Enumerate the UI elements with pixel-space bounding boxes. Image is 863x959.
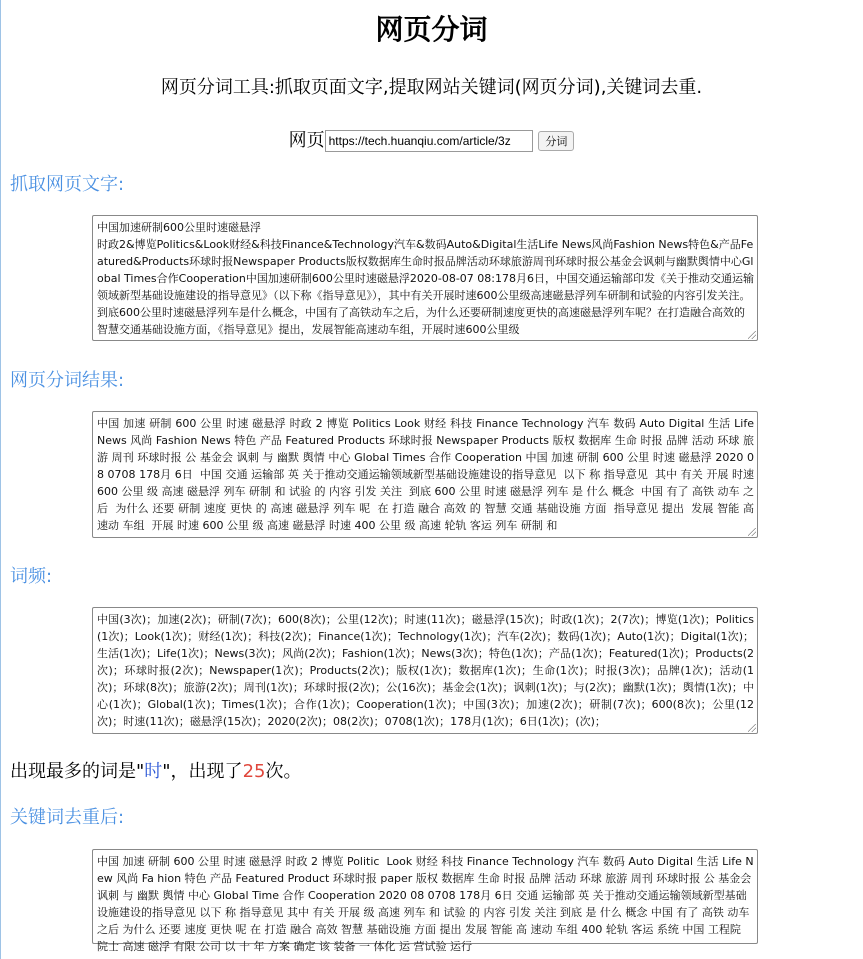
url-label: 网页 <box>288 130 325 151</box>
dedup-result-content: 中国 加速 研制 600 公里 时速 磁悬浮 时政 2 博览 Politic Look 财经 科技 Finance Technology 汽车 数码 Auto Digital 生活 Life New 风尚 Fa hion 特色 产品 Featured Product 环球时报 paper 版权 数据库 生命 时报 品牌 活动 环球 旅游 周刊 环球时报 公 基金会 讽刺 与 幽默 舆情 中心 Global Time 合作 Cooperation 2020 08 0708 178月 6日 交通 运输部 英 关于推动交通运输领域新型基础设施建设的指导意见 以下 称 指导意见 其中 有关 开展 级 高速 列车 和 试验 的 内容 引发 关注 到底 是 什么 概念 中国 有了 高铁 动车 之后 为什么 还要 速度 更快 呢 在 打造 融合 高效 智慧 基础设施 方面 提出 发展 智能 高 速动 车组 400 轮轨 客运 系统 中国 工程院 院士 高速 磁浮 有限 公司 以 十 年 方案 确定 该 装备 一 体化 运 营试验 运行 <box>97 855 755 953</box>
frequency-content: 中国(3次)；加速(2次)；研制(7次)；600(8次)；公里(12次)；时速(11次)；磁悬浮(15次)；时政(1次)；2(7次)；博览(1次)；Politics(1次)；Look(1次)；财经(1次)；科技(2次)；Finance(1次)；Technology(1次)；汽车(2次)；数码(1次)；Auto(1次)；Digital(1次)；生活(1次)；Life(1次)；News(3次)；风尚(2次)；Fashion(1次)；News(3次)；特色(1次)；产品(1次)；Featured(1次)；Products(2次)；环球时报(2次)；Newspaper(1次)；Products(2次)；版权(1次)；数据库(1次)；生命(1次)；时报(3次)；品牌(1次)；活动(1次)；环球(8次)；旅游(2次)；周刊(1次)；环球时报(2次)；公(16次)；基金会(1次)；讽刺(1次)；与(2次)；幽默(1次)；舆情(1次)；中心(1次)；Global(1次)；Times(1次)；合作(1次)；Cooperation(1次)；中国(3次)；加速(2次)；研制(7次)；600(8次)；公里(12次)；时速(11次)；磁悬浮(15次)；2020(2次)；08(2次)；0708(1次)；178月(1次)；6日(1次)；(次)； <box>97 613 754 728</box>
segment-button[interactable]: 分词 <box>538 131 574 151</box>
resize-grip-icon[interactable] <box>748 331 756 339</box>
most-frequent-word-summary <box>10 760 301 784</box>
page-text-heading: 抓取网页文字: <box>10 174 125 195</box>
resize-grip-icon[interactable] <box>748 724 756 732</box>
page-text-area[interactable] <box>92 215 758 341</box>
summary-prefix: 出现最多的词是" <box>10 761 145 782</box>
segmentation-result-content: 中国 加速 研制 600 公里 时速 磁悬浮 时政 2 博览 Politics Look 财经 科技 Finance Technology 汽车 数码 Auto Digital 生活 Life News 风尚 Fashion News 特色 产品 Featured Products 环球时报 Newspaper Products 版权 数据库 生命 时报 品牌 活动 环球 旅游 周刊 环球时报 公 基金会 讽刺 与 幽默 舆情 中心 Global Times 合作 Cooperation 中国 加速 研制 600 公里 时速 磁悬浮 2020 08 0708 178月 6日 中国 交通 运输部 英 关于推动交通运输领域新型基础设施建设的指导意见 以下 称 指导意见 其中 有关 开展 时速 600 公里 级 高速 磁悬浮 列车 研制 和 试验 的 内容 引发 关注 到底 600 公里 时速 磁悬浮 列车 是 什么 概念 中国 有了 高铁 动车 之后 为什么 还要 研制 速度 更快 的 高速 磁悬浮 列车 呢 在 打造 融合 高效 的 智慧 交通 基础设施 方面 指导意见 提出 发展 智能 高 速动 车组 开展 时速 600 公里 级 高速 磁悬浮 时速 400 公里 级 高速 轮轨 客运 列车 研制 和 <box>97 417 758 532</box>
frequency-heading: 词频: <box>10 566 53 587</box>
most-frequent-count: 25 <box>242 761 266 782</box>
page-text-content: 中国加速研制600公里时速磁悬浮 时政2&博览Politics&Look财经&科技Finance&Technology汽车&数码Auto&Digital生活Life News风尚Fashion News特色&产品Featured&Products环球时报Newspaper Products版权数据库生命时报品牌活动环球旅游周刊环球时报公基金会讽刺与幽默舆情中心Global Times合作Cooperation中国加速研制600公里时速磁悬浮2020-08-07 08:178月6日，中国交通运输部印发《关于推动交通运输领域新型基础设施建设的指导意见》（以下称《指导意见》），其中有关开展时速600公里级高速磁悬浮列车研制和试验的内容引发关注。到底600公里时速磁悬浮列车是什么概念，中国有了高铁动车之后，为什么还要研制速度更快的高速磁悬浮列车呢？在打造融合高效的智慧交通基础设施方面，《指导意见》提出，发展智能高速动车组，开展时速600公里级 <box>97 221 754 336</box>
url-input[interactable] <box>325 130 533 152</box>
dedup-result-area[interactable] <box>92 849 758 953</box>
dedup-heading: 关键词去重后: <box>10 807 125 828</box>
page-subtitle: 网页分词工具:抓取页面文字,提取网站关键词(网页分词),关键词去重. <box>160 77 703 98</box>
most-frequent-word: 时 <box>144 761 163 782</box>
resize-grip-icon[interactable] <box>748 528 756 536</box>
segmentation-heading: 网页分词结果: <box>10 370 125 391</box>
summary-suffix: 次。 <box>265 761 302 782</box>
url-form <box>0 128 863 154</box>
frequency-area[interactable] <box>92 607 758 734</box>
page-title: 网页分词 <box>375 13 488 46</box>
summary-middle: "，出现了 <box>162 761 243 782</box>
segmentation-result-area[interactable] <box>92 411 758 538</box>
